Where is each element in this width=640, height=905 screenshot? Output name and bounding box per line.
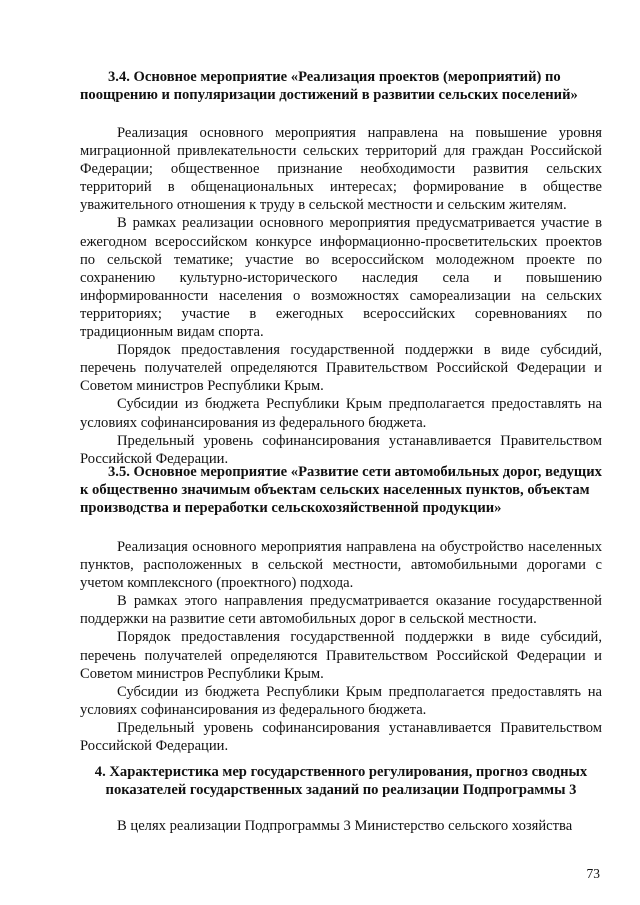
paragraph: В рамках этого направления предусматривается оказание государственной поддержки на развитие сети автомобильных дорог в сельской местности. [80, 593, 602, 628]
section-3-5-heading: 3.5. Основное мероприятие «Развитие сети автомобильных дорог, ведущих к общественно значимым объектам сельских населенных пунктов, объектам производства и переработки сельскохозяйственной продукции» [80, 464, 602, 517]
paragraph: Реализация основного мероприятия направлена на обустройство населенных пунктов, расположенных в сельской местности, автомобильными дорогами с учетом комплексного (проектного) подхода. [80, 539, 602, 592]
paragraph: Субсидии из бюджета Республики Крым предполагается предоставлять на условиях софинансирования из федерального бюджета. [80, 683, 602, 718]
paragraph: В целях реализации Подпрограммы 3 Министерство сельского хозяйства [117, 818, 573, 834]
section-3-4-heading: 3.4. Основное мероприятие «Реализация проектов (мероприятий) по поощрению и популяризации достижений в развитии сельских поселений» [80, 69, 578, 104]
page-number: 73 [586, 866, 600, 881]
paragraph: Субсидии из бюджета Республики Крым предполагается предоставлять на условиях софинансирования из федерального бюджета. [80, 396, 602, 431]
paragraph: Предельный уровень софинансирования устанавливается Правительством Российской Федерации. [80, 432, 602, 467]
section-3-4-body [80, 124, 602, 468]
paragraph: В рамках реализации основного мероприятия предусматривается участие в ежегодном всероссийском конкурсе информационно-просветительских проектов по сельской тематике; участие во всероссийском молодежном проекте по сохранению культурно-исторического наследия села и повышению информированности населения о возможностях самореализации на сельских территориях; участие в ежегодных всероссийских соревнованиях по традиционным видам спорта. [80, 215, 602, 341]
paragraph: Предельный уровень софинансирования устанавливается Правительством Российской Федерации. [80, 719, 602, 755]
paragraph: Порядок предоставления государственной поддержки в виде субсидий, перечень получателей определяются Правительством Российской Федерации и Советом министров Республики Крым. [80, 342, 602, 395]
section-4-body [80, 817, 602, 835]
section-4-heading: 4. Характеристика мер государственного регулирования, прогноз сводных показателей государственных заданий по реализации Подпрограммы 3 [94, 764, 588, 799]
paragraph: Порядок предоставления государственной поддержки в виде субсидий, перечень получателей определяются Правительством Российской Федерации и Советом министров Республики Крым. [80, 629, 602, 682]
section-3-5-body [80, 538, 602, 755]
paragraph: Реализация основного мероприятия направлена на повышение уровня миграционной привлекательности сельских территорий для граждан Российской Федерации; общественное признание необходимости развития сельских территорий в общенациональных интересах; формирование в обществе уважительного отношения к труду в сельской местности и сельским жителям. [80, 125, 602, 214]
